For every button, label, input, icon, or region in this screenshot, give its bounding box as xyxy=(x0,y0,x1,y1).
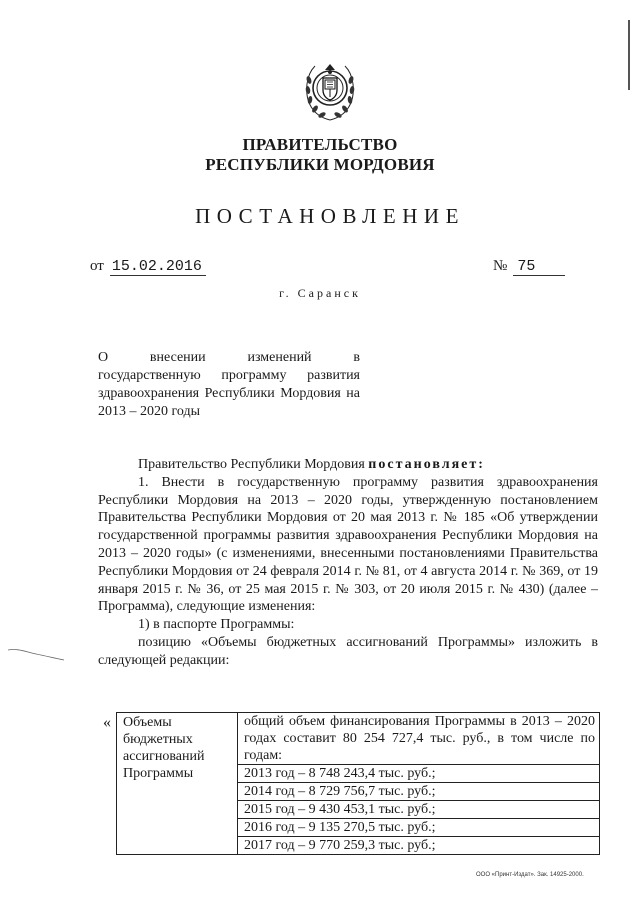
date-prefix: от xyxy=(90,258,104,274)
year-row: 2015 год – 9 430 453,1 тыс. руб.; xyxy=(238,800,599,818)
margin-pen-mark xyxy=(6,644,66,664)
number-line xyxy=(493,258,565,275)
government-title-line1: ПРАВИТЕЛЬСТВО xyxy=(242,135,398,154)
subject-word: изменений xyxy=(247,350,312,365)
number-prefix: № xyxy=(493,258,508,274)
subject-word: О xyxy=(98,350,109,365)
date-line xyxy=(90,258,206,275)
year-row: 2013 год – 8 748 243,4 тыс. руб.; xyxy=(238,764,599,782)
number-value: 75 xyxy=(513,258,565,276)
city-label: г. Саранск xyxy=(279,286,361,300)
position-paragraph: позицию «Объемы бюджетных ассигнований Программы» изложить в следующей редакции: xyxy=(98,634,598,668)
table-label-cell: Объемы бюджетных ассигнований Программы xyxy=(117,713,238,855)
decree-body xyxy=(98,456,598,670)
subject-word: в xyxy=(353,350,360,365)
subject-first-line xyxy=(98,349,360,367)
intro-text: Правительство Республики Мордовия xyxy=(138,457,365,472)
printer-note: ООО «Принт-Издат». Зак. 14925-2000. xyxy=(476,872,584,878)
table-row xyxy=(117,713,600,855)
document-type-heading: ПОСТАНОВЛЕНИЕ xyxy=(195,204,465,228)
open-quote-mark: « xyxy=(103,714,111,731)
subitem-paragraph: 1) в паспорте Программы: xyxy=(138,617,295,633)
budget-table xyxy=(116,712,600,855)
scan-edge-mark xyxy=(628,20,630,90)
intro-verb: постановляет: xyxy=(368,457,485,472)
government-title-line2: РЕСПУБЛИКИ МОРДОВИЯ xyxy=(205,155,435,174)
year-row: 2014 год – 8 729 756,7 тыс. руб.; xyxy=(238,782,599,800)
coat-of-arms-of-mordovia-icon xyxy=(303,58,357,122)
year-row: 2016 год – 9 135 270,5 тыс. руб.; xyxy=(238,818,599,836)
year-row: 2017 год – 9 770 259,3 тыс. руб.; xyxy=(238,836,599,854)
intro-paragraph xyxy=(98,456,598,474)
decree-subject xyxy=(98,349,360,421)
financing-summary: общий объем финансирования Программы в 2013 – 2020 годах составит 80 254 727,4 тыс. руб., в том числе по годам: xyxy=(244,714,595,763)
date-value: 15.02.2016 xyxy=(110,258,206,276)
item-1-paragraph: 1. Внести в государственную программу развития здравоохранения Республики Мордовия на 2013 – 2020 годы, утвержденную постановлением Правительства Республики Мордовия от 20 мая 2013 г. № 185 «Об утверждении государственной программы развития здравоохранения Республики Мордовия на 2013 – 2020 годы» (с изменениями, внесенными постановлениями Правительства Республики Мордовия от 24 февраля 2014 г. № 81, от 4 августа 2014 г. № 369, от 19 января 2015 г. № 36, от 25 мая 2015 г. № 303, от 20 июля 2015 г. № 430) (далее – Программа), следующие изменения: xyxy=(98,474,598,615)
subject-rest: государственную программу развития здравоохранения Республики Мордовия на 2013 – 2020 годы xyxy=(98,368,360,419)
subject-word: внесении xyxy=(149,350,206,365)
table-value-cell xyxy=(238,713,600,855)
